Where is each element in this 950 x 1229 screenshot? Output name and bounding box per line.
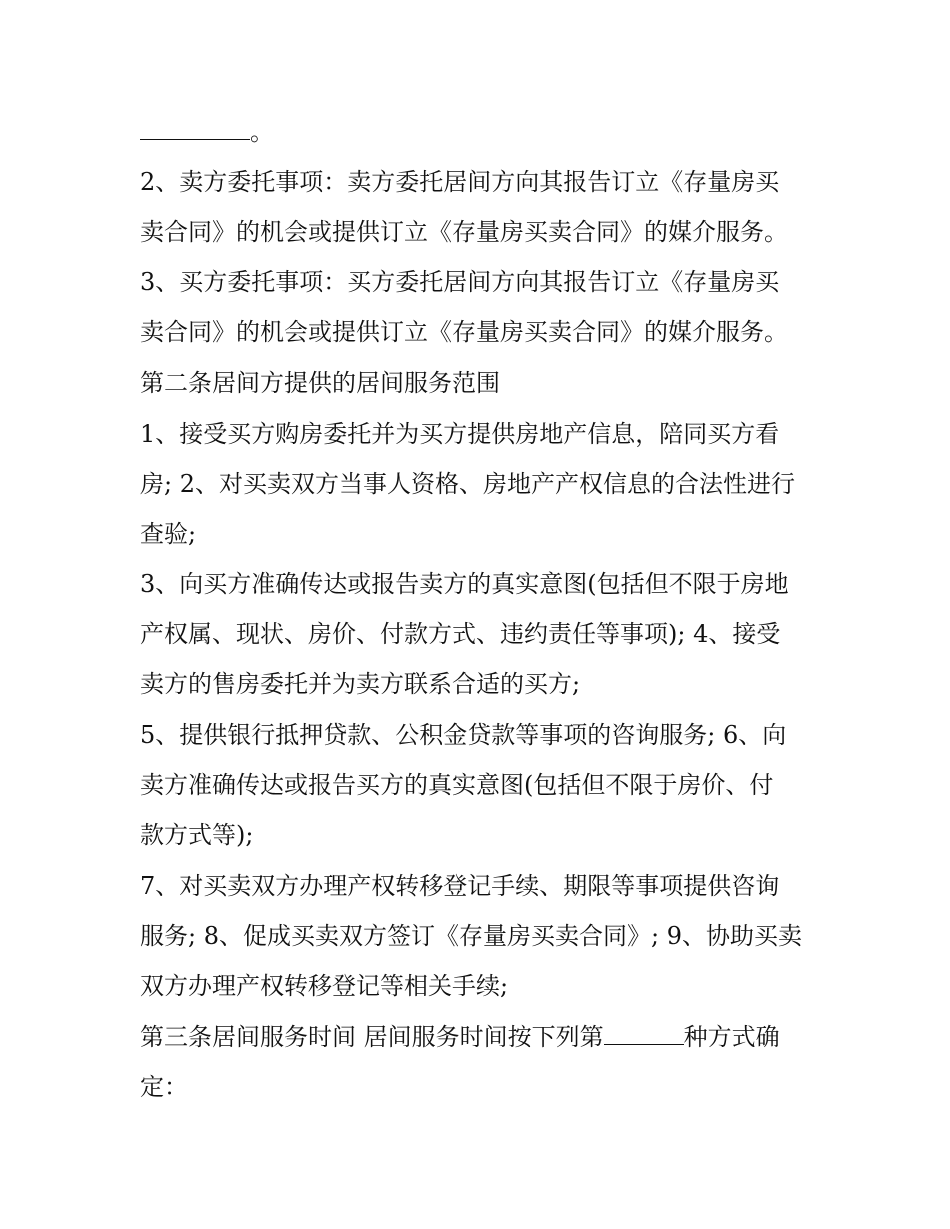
- article-three-line-end: 定：: [140, 1073, 188, 1101]
- service-scope-line-1: 1、接受买方购房委托并为买方提供房地产信息，陪同买方看: [140, 420, 780, 448]
- article-three-prefix: 第三条居间服务时间 居间服务时间按下列第: [140, 1023, 604, 1051]
- service-scope-line-2: 房; 2、对买卖双方当事人资格、房地产产权信息的合法性进行: [140, 470, 795, 498]
- service-scope-line-10: 7、对买卖双方办理产权转移登记手续、期限等事项提供咨询: [140, 872, 780, 900]
- service-scope-line-9: 款方式等);: [140, 821, 254, 849]
- clause-seller-entrust-line-1: 2、卖方委托事项：卖方委托居间方向其报告订立《存量房买: [140, 168, 780, 196]
- service-scope-line-4: 3、向买方准确传达或报告卖方的真实意图(包括但不限于房地: [140, 570, 789, 598]
- article-three-suffix: 种方式确: [683, 1023, 780, 1051]
- service-scope-line-8: 卖方准确传达或报告买方的真实意图(包括但不限于房价、付: [140, 771, 774, 799]
- service-scope-line-7: 5、提供银行抵押贷款、公积金贷款等事项的咨询服务; 6、向: [140, 721, 787, 749]
- service-scope-line-6: 卖方的售房委托并为卖方联系合适的买方;: [140, 670, 581, 698]
- service-scope-line-3: 查验;: [140, 520, 197, 548]
- clause-buyer-entrust-line-2: 卖合同》的机会或提供订立《存量房买卖合同》的媒介服务。: [140, 318, 788, 346]
- service-scope-line-11: 服务; 8、促成买卖双方签订《存量房买卖合同》; 9、协助买卖: [140, 922, 802, 950]
- article-three-line: [140, 1017, 820, 1057]
- article-two-heading: 第二条居间方提供的居间服务范围: [140, 369, 500, 397]
- service-scope-line-12: 双方办理产权转移登记等相关手续;: [140, 972, 509, 1000]
- clause-buyer-entrust-line-1: 3、买方委托事项：买方委托居间方向其报告订立《存量房买: [140, 268, 780, 296]
- clause-seller-entrust-line-2: 卖合同》的机会或提供订立《存量房买卖合同》的媒介服务。: [140, 218, 788, 246]
- line-suffix: 。: [250, 118, 274, 146]
- service-scope-line-5: 产权属、现状、房价、付款方式、违约责任等事项); 4、接受: [140, 620, 781, 648]
- text-line-continuation: [140, 112, 820, 152]
- fill-in-blank: [140, 117, 250, 140]
- fill-in-blank: [604, 1022, 684, 1045]
